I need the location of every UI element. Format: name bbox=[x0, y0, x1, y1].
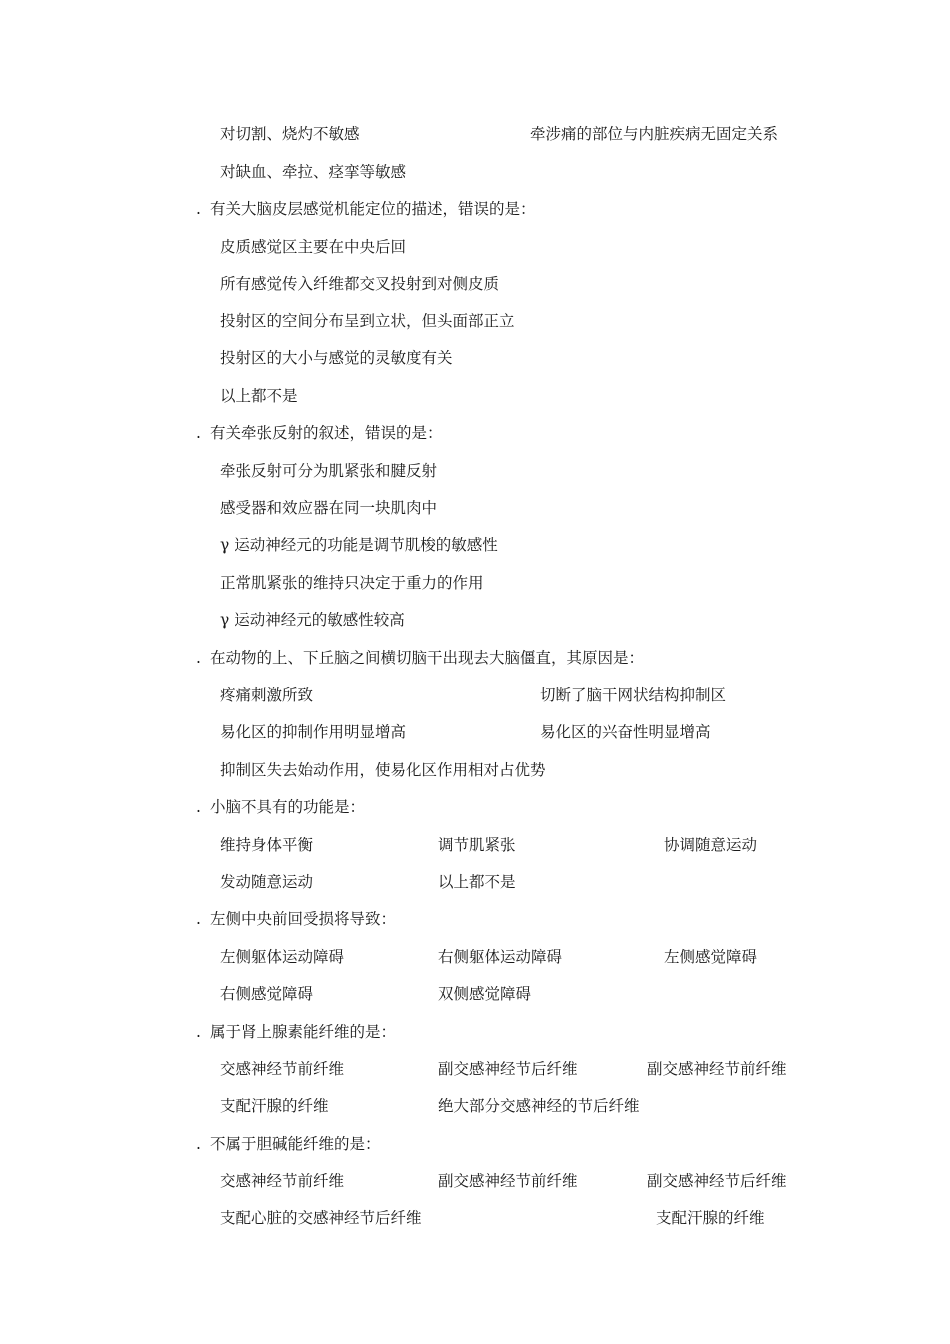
question-marker: . bbox=[196, 1135, 201, 1153]
question-marker: . bbox=[196, 424, 201, 442]
option-text: 交感神经节前纤维 bbox=[220, 1060, 345, 1078]
option-text: 牵涉痛的部位与内脏疾病无固定关系 bbox=[530, 125, 779, 143]
question-text: 有关牵张反射的叙述，错误的是： bbox=[210, 424, 443, 442]
option-text: 以上都不是 bbox=[438, 873, 516, 891]
option-text: 左侧感觉障碍 bbox=[664, 948, 758, 966]
option-text: 副交感神经节后纤维 bbox=[438, 1060, 578, 1078]
option-text: 左侧躯体运动障碍 bbox=[220, 948, 345, 966]
option-text: 发动随意运动 bbox=[220, 873, 314, 891]
option-text: 切断了脑干网状结构抑制区 bbox=[540, 686, 727, 704]
option-text: 对缺血、牵拉、痉挛等敏感 bbox=[220, 163, 407, 181]
option-text: 支配心脏的交感神经节后纤维 bbox=[220, 1209, 422, 1227]
question-stem bbox=[196, 648, 644, 668]
option-text: 副交感神经节前纤维 bbox=[647, 1060, 787, 1078]
option-text: 牵张反射可分为肌紧张和腱反射 bbox=[220, 462, 438, 480]
option-text: 交感神经节前纤维 bbox=[220, 1172, 345, 1190]
option-text: 投射区的空间分布呈到立状，但头面部正立 bbox=[220, 312, 515, 330]
option-text: 调节肌紧张 bbox=[438, 836, 516, 854]
option-text: 双侧感觉障碍 bbox=[438, 985, 532, 1003]
option-text: 感受器和效应器在同一块肌肉中 bbox=[220, 499, 438, 517]
option-text: 抑制区失去始动作用，使易化区作用相对占优势 bbox=[220, 761, 546, 779]
option-text: γ 运动神经元的功能是调节肌梭的敏感性 bbox=[220, 536, 498, 554]
question-stem bbox=[196, 909, 396, 929]
question-stem bbox=[196, 1022, 396, 1042]
question-text: 有关大脑皮层感觉机能定位的描述，错误的是： bbox=[210, 200, 536, 218]
question-stem bbox=[196, 797, 365, 817]
question-marker: . bbox=[196, 798, 201, 816]
option-text: 维持身体平衡 bbox=[220, 836, 314, 854]
question-text: 小脑不具有的功能是： bbox=[210, 798, 366, 816]
option-text: 易化区的兴奋性明显增高 bbox=[540, 723, 711, 741]
question-marker: . bbox=[196, 1023, 201, 1041]
option-text: 以上都不是 bbox=[220, 387, 298, 405]
question-stem bbox=[196, 423, 443, 443]
question-text: 在动物的上、下丘脑之间横切脑干出现去大脑僵直，其原因是： bbox=[210, 649, 645, 667]
question-marker: . bbox=[196, 649, 201, 667]
question-text: 属于肾上腺素能纤维的是： bbox=[210, 1023, 397, 1041]
option-text: 支配汗腺的纤维 bbox=[220, 1097, 329, 1115]
option-text: 绝大部分交感神经的节后纤维 bbox=[438, 1097, 640, 1115]
option-text: 协调随意运动 bbox=[664, 836, 758, 854]
option-text: 投射区的大小与感觉的灵敏度有关 bbox=[220, 349, 453, 367]
option-text: 正常肌紧张的维持只决定于重力的作用 bbox=[220, 574, 484, 592]
option-text: 支配汗腺的纤维 bbox=[656, 1209, 765, 1227]
question-marker: . bbox=[196, 910, 201, 928]
option-text: 所有感觉传入纤维都交叉投射到对侧皮质 bbox=[220, 275, 500, 293]
option-text: 右侧感觉障碍 bbox=[220, 985, 314, 1003]
question-text: 不属于胆碱能纤维的是： bbox=[210, 1135, 381, 1153]
option-text: 皮质感觉区主要在中央后回 bbox=[220, 238, 407, 256]
option-text: 易化区的抑制作用明显增高 bbox=[220, 723, 407, 741]
option-text: 疼痛刺激所致 bbox=[220, 686, 314, 704]
option-text: 副交感神经节后纤维 bbox=[647, 1172, 787, 1190]
question-stem bbox=[196, 199, 536, 219]
question-stem bbox=[196, 1134, 381, 1154]
option-text: 对切割、烧灼不敏感 bbox=[220, 125, 360, 143]
option-text: 副交感神经节前纤维 bbox=[438, 1172, 578, 1190]
question-text: 左侧中央前回受损将导致： bbox=[210, 910, 397, 928]
question-marker: . bbox=[196, 200, 201, 218]
option-text: 右侧躯体运动障碍 bbox=[438, 948, 563, 966]
option-text: γ 运动神经元的敏感性较高 bbox=[220, 611, 405, 629]
